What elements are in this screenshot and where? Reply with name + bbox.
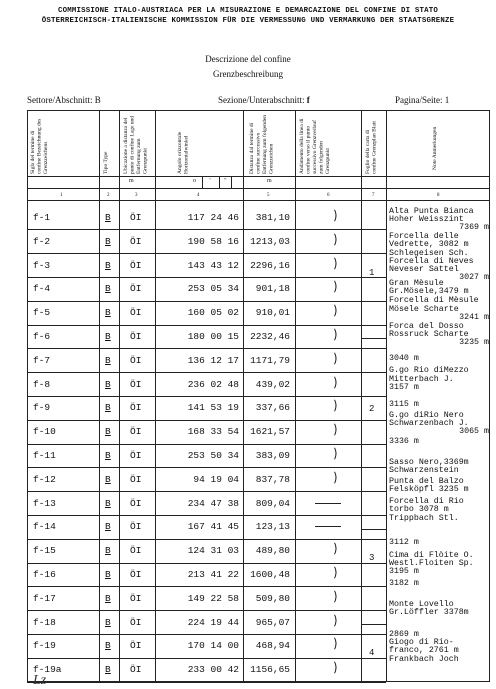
note-line: franco, 2761 m [389,646,459,655]
doc-title-it: Descrizione del confine [205,54,291,64]
marker-type: B [105,378,111,390]
sector-value: B [94,95,101,105]
note-line: Forcella di Mèsule [389,296,479,305]
horizontal-angle: 253 05 34 [187,283,239,295]
marker-id: f-11 [33,450,56,461]
marker-id: f-8 [33,378,51,390]
note-line: G.go diRio Nero [389,411,464,420]
marker-location: ÖI [130,473,142,485]
marker-location: ÖI [130,402,142,414]
marker-type: B [105,497,111,509]
sector-label: Settore/Abschnitt: [27,95,93,105]
sheet-divider [361,624,386,625]
marker-id: f-10 [33,426,56,438]
distance-value: 1171,79 [250,354,290,366]
horizontal-angle: 170 14 00 [187,640,239,652]
note-line: Frankbach Joch [389,655,459,664]
col-num-3: 3 [135,193,138,198]
marker-type: B [105,235,111,247]
marker-id: f-16 [33,569,56,580]
col-num-4: 4 [197,193,200,198]
distance-value: 910,01 [255,307,290,319]
horizontal-angle: 141 53 19 [187,402,239,414]
col-num-1: 1 [60,193,63,198]
note-line: Gr.Löffler 3378m [389,608,469,617]
col-header-sheet: Foglio della carta di confine Grenzplan Blatt [365,121,378,174]
marker-type: B [105,592,111,604]
col-header-distance: Distanza dal termine di confine successivo Entfernung zum folgenden Grenzzeichen [249,115,275,174]
horizontal-angle: 167 41 45 [187,521,239,533]
marker-location: ÖI [130,640,142,652]
distance-value: 439,02 [255,378,290,390]
note-line: Forcella di Rio [389,497,464,506]
horizontal-angle: 160 05 02 [187,307,239,319]
sheet-number: 3 [369,553,375,563]
col-header-notes: Note Anmerkungen [432,126,438,170]
marker-type: B [105,307,111,319]
note-line: Hoher Weisszint [389,215,464,224]
note-line: 3182 m [389,579,419,588]
marker-id: f-18 [33,616,56,628]
sheet-divider [361,529,386,530]
marker-type: B [105,402,111,414]
horizontal-angle: 136 12 17 [187,354,239,366]
marker-type: B [105,664,111,676]
marker-type: B [105,521,111,533]
note-line: 7369 m [459,223,489,232]
distance-value: 837,78 [255,473,290,485]
boundary-table [27,110,490,682]
horizontal-angle: 224 19 44 [187,616,239,628]
note-line: 3157 m [389,383,419,392]
marker-location: ÖI [130,569,142,580]
distance-value: 489,80 [255,545,290,557]
marker-type: B [105,545,111,557]
section-value: f [306,95,310,105]
horizontal-angle: 143 43 12 [187,259,239,271]
marker-id: f-7 [33,354,51,366]
note-line: Schwarzenstein [389,466,459,475]
horizontal-angle: 149 22 58 [187,592,239,604]
note-line: Felsköpfl 3235 m [389,485,469,494]
note-line: 3112 m [389,538,419,547]
note-line: Punta del Balzo [389,477,464,486]
sheet-divider [361,338,386,339]
boundary-course-curve-icon: ⁀ [320,662,336,673]
note-line: 3027 m [459,273,489,282]
col-header-location: Ubicazione a distanza del punto di confine Lage und Entfernung zum Grenzpunkt [123,115,149,174]
note-line: 3241 m [459,313,489,322]
boundary-course-curve-icon: ⁀ [320,376,336,388]
marker-type: B [105,354,111,366]
note-line: Forcella delle [389,232,459,241]
distance-value: 1213,03 [250,235,290,247]
marker-type: B [105,331,111,342]
horizontal-angle: 168 33 54 [187,426,239,438]
marker-location: ÖI [130,592,142,604]
marker-type: B [105,616,111,628]
note-line: Schlegeisen Sch. [389,249,469,258]
note-line: Sasso Nero,3369m [389,458,469,467]
note-line: 2869 m [389,630,419,639]
marker-type: B [105,473,111,485]
marker-id: f-19a [33,664,62,676]
marker-id: f-5 [33,307,51,319]
marker-id: f-6 [33,331,51,342]
boundary-course-curve-icon: ⁀ [320,281,336,293]
distance-value: 901,18 [255,283,290,295]
distance-value: 123,13 [255,521,290,533]
distance-value: 468,94 [255,640,290,652]
marker-id: f-14 [33,521,56,533]
note-line: Schwarzenbach J. [389,419,469,428]
commission-title-it: COMMISSIONE ITALO-AUSTRIACA PER LA MISURAZIONE E DEMARCAZIONE DEL CONFINE DI STATO [57,7,439,15]
page-field [395,95,449,105]
col-header-id: Sigla del termine di confine Bezeichnung des Grenzzeichens [30,118,49,174]
distance-value: 509,80 [255,592,290,604]
boundary-course-curve-icon: ⁀ [320,567,336,578]
note-line: Forca del Dosso [389,322,464,331]
col-unit-distance: m [267,178,272,184]
note-line: 3040 m [389,354,419,363]
col-unit-angle: o ' " [193,178,233,184]
marker-id: f-4 [33,283,51,295]
distance-value: 337,66 [255,402,290,414]
marker-location: ÖI [130,235,142,247]
marker-location: ÖI [130,664,142,676]
note-line: 3336 m [389,437,419,446]
boundary-course-curve-icon: ⁀ [320,305,336,316]
distance-value: 965,07 [255,616,290,628]
note-line: Monte Lovello [389,600,454,609]
boundary-course-straight-icon [315,503,341,504]
col-num-7: 7 [372,193,375,198]
distance-value: 1156,65 [250,664,290,676]
marker-location: ÖI [130,426,142,438]
marker-location: ÖI [130,616,142,628]
col-header-course: Andamento della linea di confine verso il punto successivo Grenzverlauf zum folgenden Grenzpunkt [299,118,331,174]
marker-type: B [105,640,111,652]
horizontal-angle: 117 24 46 [187,212,239,223]
distance-value: 809,04 [255,497,290,509]
col-num-8: 8 [437,193,440,198]
distance-value: 383,09 [255,450,290,461]
note-line: G.go Rio diMezzo [389,366,469,375]
note-line: Mitterbach J. [389,375,454,384]
col-num-6: 6 [327,193,330,198]
sheet-number: 4 [369,648,375,658]
boundary-course-curve-icon: ⁀ [320,543,336,554]
marker-location: ÖI [130,259,142,271]
note-line: Forcella di Neves [389,257,474,266]
boundary-course-curve-icon: ⁀ [320,257,336,269]
marker-location: ÖI [130,354,142,366]
horizontal-angle: 236 02 48 [187,378,239,390]
note-line: torbo 3078 m [389,505,449,514]
distance-value: 381,10 [255,212,290,223]
horizontal-angle: 94 19 04 [193,473,239,485]
marker-type: B [105,283,111,295]
note-line: Alta Punta Bianca [389,207,474,216]
horizontal-angle: 180 00 15 [187,331,239,342]
marker-type: B [105,569,111,580]
marker-id: f-3 [33,259,51,271]
marker-type: B [105,426,111,438]
commission-title-de: ÖSTERREICHISCH-ITALIENISCHE KOMMISSION FÜR DIE VERMESSUNG UND VERMARKUNG DER STAATSGRENZE [41,17,455,25]
note-line: Gr.Mösele,3479 m [389,287,469,296]
marker-location: ÖI [130,378,142,390]
boundary-course-curve-icon: ⁀ [320,210,336,221]
marker-id: f-1 [33,212,51,223]
note-line: Vedrette, 3082 m [389,240,469,249]
page-value: 1 [444,95,450,105]
page-label: Pagina/Seite: [395,95,443,105]
boundary-course-straight-icon [315,526,341,527]
sector-field [27,95,101,105]
distance-value: 2232,46 [250,331,290,342]
horizontal-angle: 124 31 03 [187,545,239,557]
distance-value: 1600,48 [250,569,290,580]
horizontal-angle: 234 47 38 [187,497,239,509]
boundary-course-curve-icon: ⁀ [320,448,336,459]
distance-value: 1621,57 [250,426,290,438]
horizontal-angle: 190 58 16 [187,235,239,247]
col-header-type: Tipo Type [103,151,109,174]
boundary-course-curve-icon: ⁀ [320,234,336,245]
boundary-course-curve-icon: ⁀ [320,591,336,602]
marker-id: f-17 [33,592,56,604]
marker-type: B [105,259,111,271]
distance-value: 2296,16 [250,259,290,271]
marker-id: f-12 [33,473,56,485]
note-line: 3065 m [459,427,489,436]
note-line: Cima di Flòite O. [389,551,474,560]
marker-location: ÖI [130,212,142,223]
note-line: Gran Mèsule [389,279,444,288]
boundary-course-curve-icon: ⁀ [320,400,336,412]
doc-title-de: Grenzbeschreibung [213,69,283,79]
boundary-course-curve-icon: ⁀ [320,638,336,650]
note-line: 3195 m [389,567,419,576]
marker-type: B [105,450,111,461]
horizontal-angle: 213 41 22 [187,569,239,580]
marker-location: ÖI [130,331,142,342]
note-line: Giogo di Rio- [389,638,454,647]
marker-id: f-2 [33,235,51,247]
note-line: 3115 m [389,400,419,409]
col-header-angle: Angolo orizzontale Horizontalwinkel [177,131,190,174]
marker-id: f-19 [33,640,56,652]
marker-location: ÖI [130,521,142,533]
col-unit-location: m [129,178,134,184]
marker-type: B [105,212,111,223]
marker-id: f-13 [33,497,56,509]
col-num-5: 5 [267,193,270,198]
note-line: Westl.Floiten Sp. [389,559,474,568]
sheet-number: 2 [369,404,375,414]
horizontal-angle: 233 00 42 [187,664,239,676]
col-num-2: 2 [107,193,110,198]
boundary-course-curve-icon: ⁀ [320,424,336,435]
sheet-number: 1 [369,268,375,278]
section-field [218,95,310,105]
note-line: 3235 m [459,338,489,347]
note-line: Mösele Scharte [389,305,459,314]
boundary-course-curve-icon: ⁀ [320,353,336,364]
marker-location: ÖI [130,307,142,319]
note-line: Rossruck Scharte [389,330,469,339]
marker-location: ÖI [130,283,142,295]
boundary-course-curve-icon: ⁀ [320,472,336,483]
marker-location: ÖI [130,497,142,509]
note-line: Neveser Sattel [389,265,459,274]
boundary-course-curve-icon: ⁀ [320,614,336,626]
signature: Lz [33,673,47,688]
note-line: Trippbach Stl. [389,514,459,523]
boundary-course-curve-icon: ⁀ [320,329,336,340]
marker-location: ÖI [130,450,142,461]
marker-id: f-15 [33,545,56,557]
marker-id: f-9 [33,402,51,414]
section-label: Sezione/Unterabschnitt: [218,95,305,105]
horizontal-angle: 253 50 34 [187,450,239,461]
marker-location: ÖI [130,545,142,557]
